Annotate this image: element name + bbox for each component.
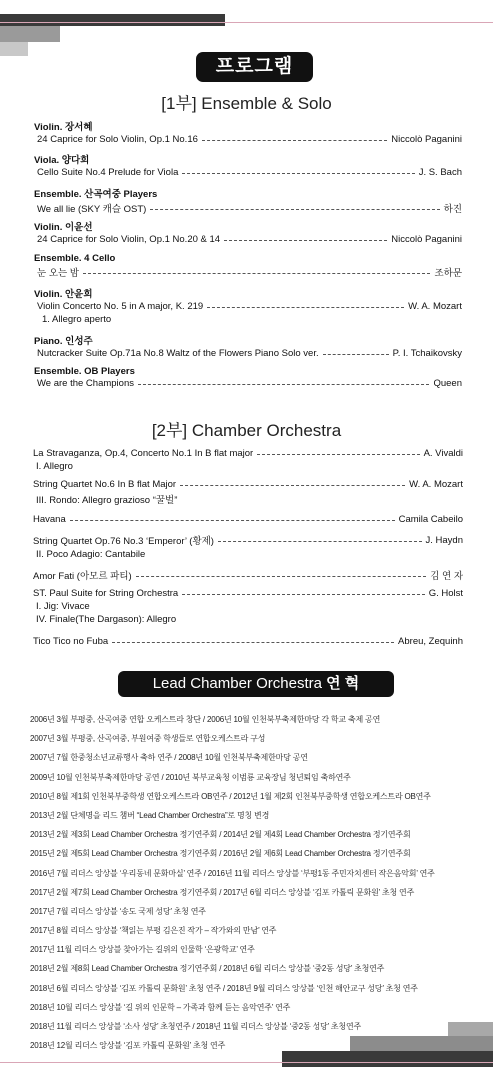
- part2-list: [33, 448, 463, 656]
- piece-title: Cello Suite No.4 Prelude for Viola: [37, 167, 179, 178]
- piece-title: 24 Caprice for Solo Violin, Op.1 No.20 & 14: [37, 234, 221, 245]
- piece-row: [33, 514, 463, 525]
- part2-heading: [2부] Chamber Orchestra: [151, 421, 342, 440]
- piece-title: We all lie (SKY 캐슬 OST): [37, 204, 147, 215]
- composer: W. A. Mozart: [409, 479, 463, 490]
- movement: I. Jig: Vivace: [36, 601, 90, 612]
- piece-row: [34, 234, 462, 245]
- part1-item: [34, 219, 462, 253]
- dot-leader: [150, 209, 439, 210]
- movement: IV. Finale(The Dargason): Allegro: [36, 614, 177, 625]
- composer: Niccolò Paganini: [391, 234, 462, 245]
- history-entry: 2018년 11월 리더스 앙상블 ‘소사 성당’ 초청연주 / 2018년 11월 리더스 앙상블 ‘중2동 성당’ 초청연주: [30, 1022, 362, 1031]
- part1-item: [34, 366, 462, 399]
- part2-item: [33, 448, 463, 479]
- performer: Violin. 이윤선: [34, 222, 93, 233]
- composer: Abreu, Zequinh: [398, 636, 463, 647]
- piece-row: [33, 636, 463, 647]
- movement: 1. Allegro aperto: [42, 314, 112, 325]
- composer: J. Haydn: [425, 534, 463, 546]
- piece-row: [34, 265, 462, 279]
- piece-row: [33, 588, 463, 599]
- piece-row: [33, 479, 463, 490]
- history-entry: 2018년 2월 제8회 Lead Chamber Orchestra 정기연주회 / 2018년 6월 리더스 앙상블 ‘중2동 성당’ 초청연주: [30, 964, 385, 974]
- performer: Violin. 안윤희: [34, 289, 93, 300]
- piece-row: [34, 301, 462, 312]
- program-title: 프로그램: [196, 52, 313, 82]
- history-entry: 2009년 10월 인천북부축제한마당 공연 / 2010년 북부교육청 이범룡 교육장님 청년퇴임 축하연주: [30, 772, 351, 782]
- composer: Niccolò Paganini: [391, 134, 462, 145]
- piece-title: 24 Caprice for Solo Violin, Op.1 No.16: [37, 134, 198, 145]
- part2-item: [33, 588, 463, 636]
- dot-leader: [202, 140, 387, 141]
- part2-item: [33, 514, 463, 533]
- piece-row: [34, 378, 462, 389]
- history-entry: 2007년 7월 한중청소년교류행사 축하 연주 / 2008년 10월 인천북부축제한마당 공연: [30, 753, 308, 763]
- dot-leader: [182, 594, 424, 595]
- dot-leader: [224, 240, 387, 241]
- piece-title: We are the Champions: [37, 378, 134, 389]
- bottom-rule: [0, 1062, 493, 1063]
- history-entry: 2018년 10월 리더스 앙상블 ‘길 위의 인문학 – 가족과 함께 듣는 음악연주’ 연주: [30, 1002, 291, 1012]
- composer: A. Vivaldi: [423, 448, 463, 459]
- history-entry: 2013년 2월 제3회 Lead Chamber Orchestra 정기연주회 / 2014년 2월 제4회 Lead Chamber Orchestra 정기연주회: [30, 830, 411, 840]
- movement: III. Rondo: Allegro grazioso “꿀벌”: [36, 495, 178, 506]
- composer: J. S. Bach: [418, 167, 462, 178]
- history-entry: 2007년 3월 부평중, 산곡여중, 부원여중 학생들로 연합오케스트라 구성: [30, 734, 266, 744]
- part1-item: [34, 333, 462, 366]
- piece-title: Nutcracker Suite Op.71a No.8 Waltz of the Flowers Piano Solo ver.: [37, 348, 319, 359]
- piece-title: La Stravaganza, Op.4, Concerto No.1 In B flat major: [33, 448, 254, 459]
- performer: Ensemble. 4 Cello: [34, 253, 116, 264]
- history-entry: 2017년 2월 제7회 Lead Chamber Orchestra 정기연주회 / 2017년 6월 리더스 앙상블 ‘김포 카톨릭 문화원’ 초청 연주: [30, 887, 415, 897]
- history-entry: 2013년 2월 단체명을 리드 챔버 “Lead Chamber Orchestra”로 명칭 변경: [30, 810, 270, 820]
- part1-item: [34, 119, 462, 152]
- history-entry: 2018년 6월 리더스 앙상블 ‘김포 카톨릭 문화원’ 초청 연주 / 2018년 9월 리더스 앙상블 ‘인천 해안교구 성당’ 초청 연주: [30, 983, 418, 993]
- piece-title: Tico Tico no Fuba: [33, 636, 109, 647]
- top-gray-bar: [0, 26, 60, 42]
- composer: W. A. Mozart: [408, 301, 462, 312]
- composer: 김 연 자: [430, 571, 463, 582]
- history-entry: 2017년 8월 리더스 앙상블 ‘책읽는 부평 김은진 작가 – 작가와의 만남’ 연주: [30, 926, 277, 936]
- movement: I. Allegro: [36, 461, 73, 472]
- performer: Piano. 인성주: [34, 336, 93, 347]
- part2-item: [33, 533, 463, 568]
- dot-leader: [112, 642, 394, 643]
- history-entry: 2016년 7월 리더스 앙상블 ‘우리동네 문화마실’ 연주 / 2016년 11월 리더스 앙상블 ‘부평1동 주민자치센터 작은음악회’ 연주: [30, 868, 435, 878]
- dot-leader: [136, 576, 427, 577]
- part2-item: [33, 636, 463, 656]
- dot-leader: [182, 173, 414, 174]
- piece-row: [34, 348, 462, 359]
- history-list: [30, 710, 480, 1055]
- dot-leader: [83, 273, 430, 274]
- performer: Ensemble. OB Players: [34, 366, 135, 377]
- piece-title: ST. Paul Suite for String Orchestra: [33, 588, 179, 599]
- piece-row: [33, 448, 463, 459]
- piece-row: [34, 134, 462, 145]
- dot-leader: [218, 541, 422, 542]
- history-entry: 2017년 11월 리더스 앙상블 찾아가는 길위의 인물학 ‘은광학교’ 연주: [30, 945, 255, 955]
- part1-item: [34, 186, 462, 219]
- top-rule: [0, 22, 493, 23]
- top-dark-bar: [0, 14, 225, 26]
- history-title-en: Lead Chamber Orchestra: [152, 675, 322, 692]
- part1-item: [34, 152, 462, 186]
- part1-item: [34, 286, 462, 333]
- piece-title: String Quartet No.6 In B flat Major: [33, 479, 177, 490]
- piece-row: [34, 167, 462, 178]
- performer: Ensemble. 산곡여중 Players: [34, 189, 158, 200]
- history-entry: 2017년 7월 리더스 앙상블 ‘송도 국제 성당’ 초청 연주: [30, 906, 206, 916]
- dot-leader: [257, 454, 419, 455]
- composer: 하진: [443, 204, 462, 215]
- dot-leader: [180, 485, 405, 486]
- history-entry: 2015년 2월 제5회 Lead Chamber Orchestra 정기연주회 / 2016년 2월 제6회 Lead Chamber Orchestra 정기연주회: [30, 849, 411, 859]
- history-entry: 2006년 3월 부평중, 산곡여중 연합 오케스트라 창단 / 2006년 10월 인천북부축제한마당 각 학교 축제 공연: [30, 715, 381, 724]
- piece-title: Amor Fati (아모르 파티): [33, 571, 132, 582]
- performer: Viola. 양다희: [34, 155, 90, 166]
- piece-title: Violin Concerto No. 5 in A major, K. 219: [37, 301, 204, 312]
- movement: II. Poco Adagio: Cantabile: [36, 549, 146, 560]
- dot-leader: [138, 384, 429, 385]
- piece-title: String Quartet Op.76 No.3 ‘Emperor’ (황제): [33, 536, 214, 547]
- piece-row: [33, 568, 463, 582]
- history-entry: 2010년 8월 제1회 인천북부중학생 연합오케스트라 OB연주 / 2012년 1월 제2회 인천북부중학생 연합오케스트라 OB연주: [30, 791, 431, 801]
- history-title-ko: 연 혁: [326, 675, 360, 692]
- composer: P. I. Tchaikovsky: [392, 348, 462, 359]
- composer: Queen: [433, 378, 462, 389]
- piece-title: 눈 오는 밤: [37, 268, 79, 279]
- composer: 조하문: [434, 268, 462, 279]
- piece-row: [34, 201, 462, 215]
- part1-list: [34, 119, 462, 399]
- part2-item: [33, 568, 463, 588]
- dot-leader: [323, 354, 389, 355]
- history-entry: 2018년 12월 리더스 앙상블 ‘김포 카톨릭 문화원’ 초청 연주: [30, 1041, 226, 1051]
- top-light-bar: [0, 42, 28, 56]
- dot-leader: [207, 307, 404, 308]
- composer: G. Holst: [428, 588, 463, 599]
- composer: Camila Cabeilo: [398, 514, 463, 525]
- part1-heading: [1부] Ensemble & Solo: [161, 94, 332, 113]
- part2-item: [33, 479, 463, 514]
- part1-item: [34, 253, 462, 286]
- history-title: [118, 671, 394, 697]
- piece-row: [33, 533, 463, 547]
- piece-title: Havana: [33, 514, 66, 525]
- dot-leader: [70, 520, 395, 521]
- performer: Violin. 장서혜: [34, 122, 93, 133]
